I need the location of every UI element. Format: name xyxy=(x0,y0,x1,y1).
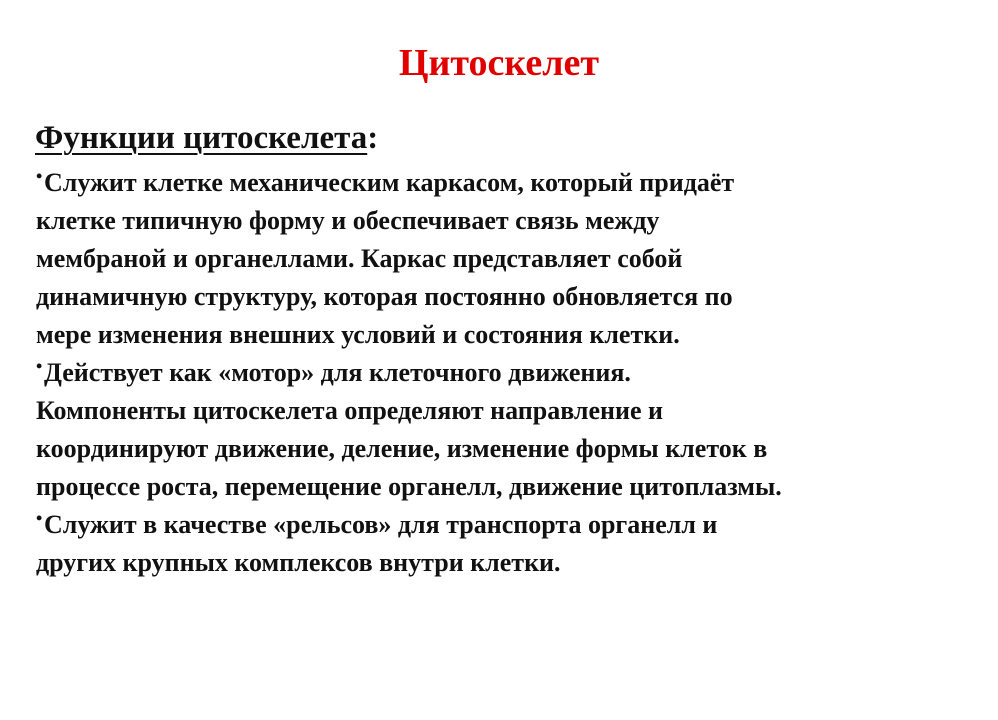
bullet-line: динамичную структуру, которая постоянно обновляется по xyxy=(36,282,733,311)
function-bullet-3 xyxy=(36,506,976,582)
bullet-text: Служит клетке механическим каркасом, который придаёт xyxy=(44,168,735,197)
bullet-dot-icon: • xyxy=(36,166,43,186)
bullet-line: мере изменения внешних условий и состояния клетки. xyxy=(36,320,680,349)
bullet-line xyxy=(36,506,976,544)
bullet-line xyxy=(36,354,976,392)
section-heading xyxy=(35,118,378,158)
slide-title: Цитоскелет xyxy=(398,42,600,84)
bullet-line: Компоненты цитоскелета определяют направление и xyxy=(36,396,664,425)
function-bullet-2 xyxy=(36,354,976,506)
bullet-line: клетке типичную форму и обеспечивает связь между xyxy=(36,206,660,235)
bullet-line xyxy=(36,164,976,202)
function-bullet-1 xyxy=(36,164,976,354)
functions-list xyxy=(36,164,976,582)
bullet-dot-icon: • xyxy=(36,508,43,528)
bullet-line: мембраной и органеллами. Каркас представляет собой xyxy=(36,244,683,273)
bullet-line: других крупных комплексов внутри клетки. xyxy=(36,548,561,577)
bullet-text: Служит в качестве «рельсов» для транспорта органелл и xyxy=(44,510,718,539)
bullet-text: Действует как «мотор» для клеточного движения. xyxy=(44,358,631,387)
section-heading-text: Функции цитоскелета xyxy=(35,120,368,156)
section-heading-colon: : xyxy=(367,120,379,156)
bullet-dot-icon: • xyxy=(36,356,43,376)
bullet-line: процессе роста, перемещение органелл, движение цитоплазмы. xyxy=(36,472,782,501)
bullet-line: координируют движение, деление, изменение формы клеток в xyxy=(36,434,768,463)
